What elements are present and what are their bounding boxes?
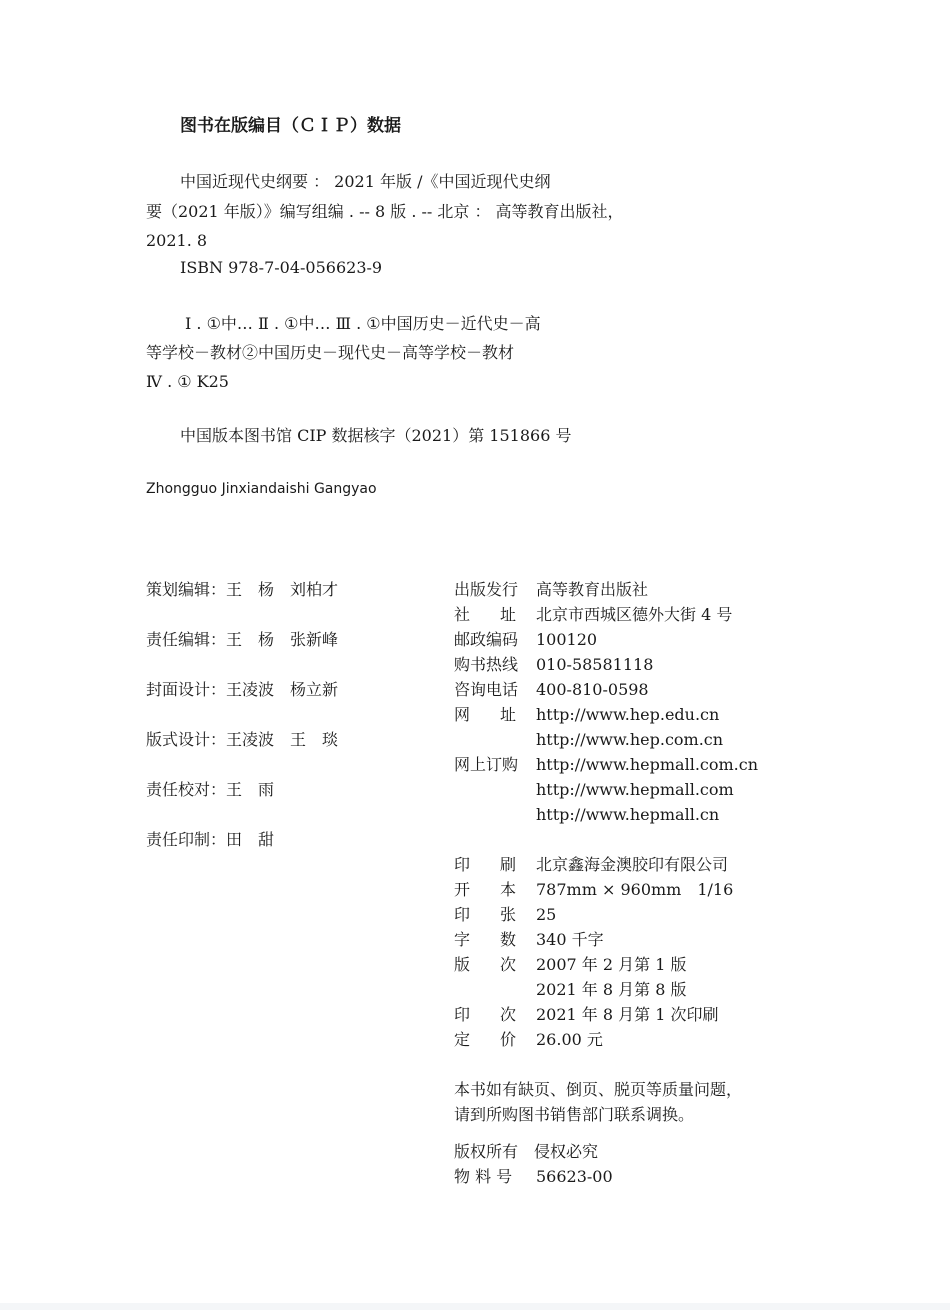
format-value: 787mm × 960mm 1/16	[536, 880, 734, 899]
website-url: http://www.hep.edu.cn	[536, 705, 720, 724]
editor-row	[146, 780, 406, 800]
editor-label: 责任印制：	[146, 830, 227, 849]
editor-row	[146, 630, 406, 650]
format-row	[454, 880, 774, 900]
editor-row	[146, 680, 406, 700]
editor-value: 田 甜	[226, 830, 275, 849]
sheets-label: 印	[454, 905, 471, 924]
editor-label: 版式设计：	[146, 730, 227, 749]
editor-row	[146, 830, 406, 850]
material-number-row	[454, 1167, 654, 1187]
editor-value: 王 杨 刘柏才	[226, 580, 339, 599]
impression-row	[454, 1005, 774, 1025]
address-value: 北京市西城区德外大街 4 号	[536, 605, 733, 624]
edition-row	[454, 955, 774, 975]
subject-line: Ⅰ . ①中… Ⅱ . ①中… Ⅲ . ①中国历史－近代史－高	[185, 314, 541, 333]
editor-value: 王凌波 王 琰	[226, 730, 339, 749]
editor-row	[146, 730, 406, 750]
phone-label: 咨询电话	[454, 680, 519, 699]
edition-label: 版	[454, 955, 471, 974]
page-bottom-edge	[0, 1303, 950, 1310]
online-shop-url: http://www.hepmall.com.cn	[536, 755, 759, 774]
website-label: 网	[454, 705, 471, 724]
publisher-info	[454, 580, 784, 830]
postcode-label: 邮政编码	[454, 630, 519, 649]
quality-notice: 请到所购图书销售部门联系调换。	[454, 1105, 695, 1124]
printer-value: 北京鑫海金澳胶印有限公司	[536, 855, 729, 874]
edition-row	[454, 980, 774, 1000]
price-value: 26.00 元	[536, 1030, 603, 1049]
impression-label: 印	[454, 1005, 471, 1024]
cip-number: 中国版本图书馆 CIP 数据核字（2021）第 151866 号	[180, 426, 572, 445]
subject-line: Ⅳ . ① K25	[146, 372, 229, 391]
editor-label: 封面设计：	[146, 680, 227, 699]
sheets-row	[454, 905, 774, 925]
editor-value: 王凌波 杨立新	[226, 680, 339, 699]
editor-value: 王 雨	[226, 780, 275, 799]
format-label: 开	[454, 880, 471, 899]
editor-label: 责任校对：	[146, 780, 227, 799]
price-row	[454, 1030, 774, 1050]
quality-notice: 本书如有缺页、倒页、脱页等质量问题，	[454, 1080, 743, 1099]
editor-label: 策划编辑：	[146, 580, 227, 599]
phone-row	[454, 680, 774, 700]
edition-value: 2007 年 2 月第 1 版	[536, 955, 687, 974]
editor-value: 王 杨 张新峰	[226, 630, 339, 649]
address-row	[454, 605, 774, 625]
format-label: 本	[500, 880, 517, 899]
printer-label: 印	[454, 855, 471, 874]
sheets-value: 25	[536, 905, 557, 924]
publisher-label: 出版发行	[454, 580, 519, 599]
cip-record-line: 要（2021 年版）》编写组编 . -- 8 版 . -- 北京 ： 高等教育出版社，	[146, 202, 624, 221]
hotline-row	[454, 655, 774, 675]
cip-title: 图书在版编目（ＣＩＰ）数据	[180, 116, 401, 136]
printing-info	[454, 855, 784, 1055]
cip-record-line: 中国近现代史纲要 ： 2021 年版 /《中国近现代史纲	[180, 172, 551, 191]
words-row	[454, 930, 774, 950]
phone-value: 400-810-0598	[536, 680, 649, 699]
edition-label: 次	[500, 955, 517, 974]
editors-list	[146, 580, 406, 860]
address-label: 社	[454, 605, 471, 624]
online-shop-row	[454, 805, 774, 825]
website-url: http://www.hep.com.cn	[536, 730, 724, 749]
online-shop-label: 网上订购	[454, 755, 519, 774]
hotline-value: 010-58581118	[536, 655, 654, 674]
online-shop-row	[454, 780, 774, 800]
online-shop-url: http://www.hepmall.com	[536, 780, 734, 799]
website-label: 址	[500, 705, 517, 724]
postcode-row	[454, 630, 774, 650]
pinyin-title: Zhongguo Jinxiandaishi Gangyao	[146, 481, 377, 497]
words-label: 数	[500, 930, 517, 949]
material-number-value: 56623-00	[536, 1167, 613, 1186]
cip-record-line: 2021. 8	[146, 231, 208, 250]
material-number-label: 物 料 号	[454, 1167, 513, 1186]
sheets-label: 张	[500, 905, 517, 924]
price-label: 定	[454, 1030, 471, 1049]
website-row	[454, 705, 774, 725]
publisher-name: 高等教育出版社	[536, 580, 649, 599]
words-label: 字	[454, 930, 471, 949]
isbn: ISBN 978-7-04-056623-9	[180, 258, 383, 277]
website-row	[454, 730, 774, 750]
postcode-value: 100120	[536, 630, 598, 649]
words-value: 340 千字	[536, 930, 604, 949]
editor-label: 责任编辑：	[146, 630, 227, 649]
price-label: 价	[500, 1030, 517, 1049]
online-shop-url: http://www.hepmall.cn	[536, 805, 720, 824]
impression-label: 次	[500, 1005, 517, 1024]
impression-value: 2021 年 8 月第 1 次印刷	[536, 1005, 719, 1024]
edition-value: 2021 年 8 月第 8 版	[536, 980, 687, 999]
printer-label: 刷	[500, 855, 517, 874]
online-shop-row	[454, 755, 774, 775]
address-label: 址	[500, 605, 517, 624]
hotline-label: 购书热线	[454, 655, 519, 674]
subject-line: 等学校－教材②中国历史－现代史－高等学校－教材	[146, 343, 515, 362]
printer-row	[454, 855, 774, 875]
publisher-row	[454, 580, 774, 600]
copyright-notice: 版权所有 侵权必究	[454, 1142, 599, 1161]
editor-row	[146, 580, 406, 600]
